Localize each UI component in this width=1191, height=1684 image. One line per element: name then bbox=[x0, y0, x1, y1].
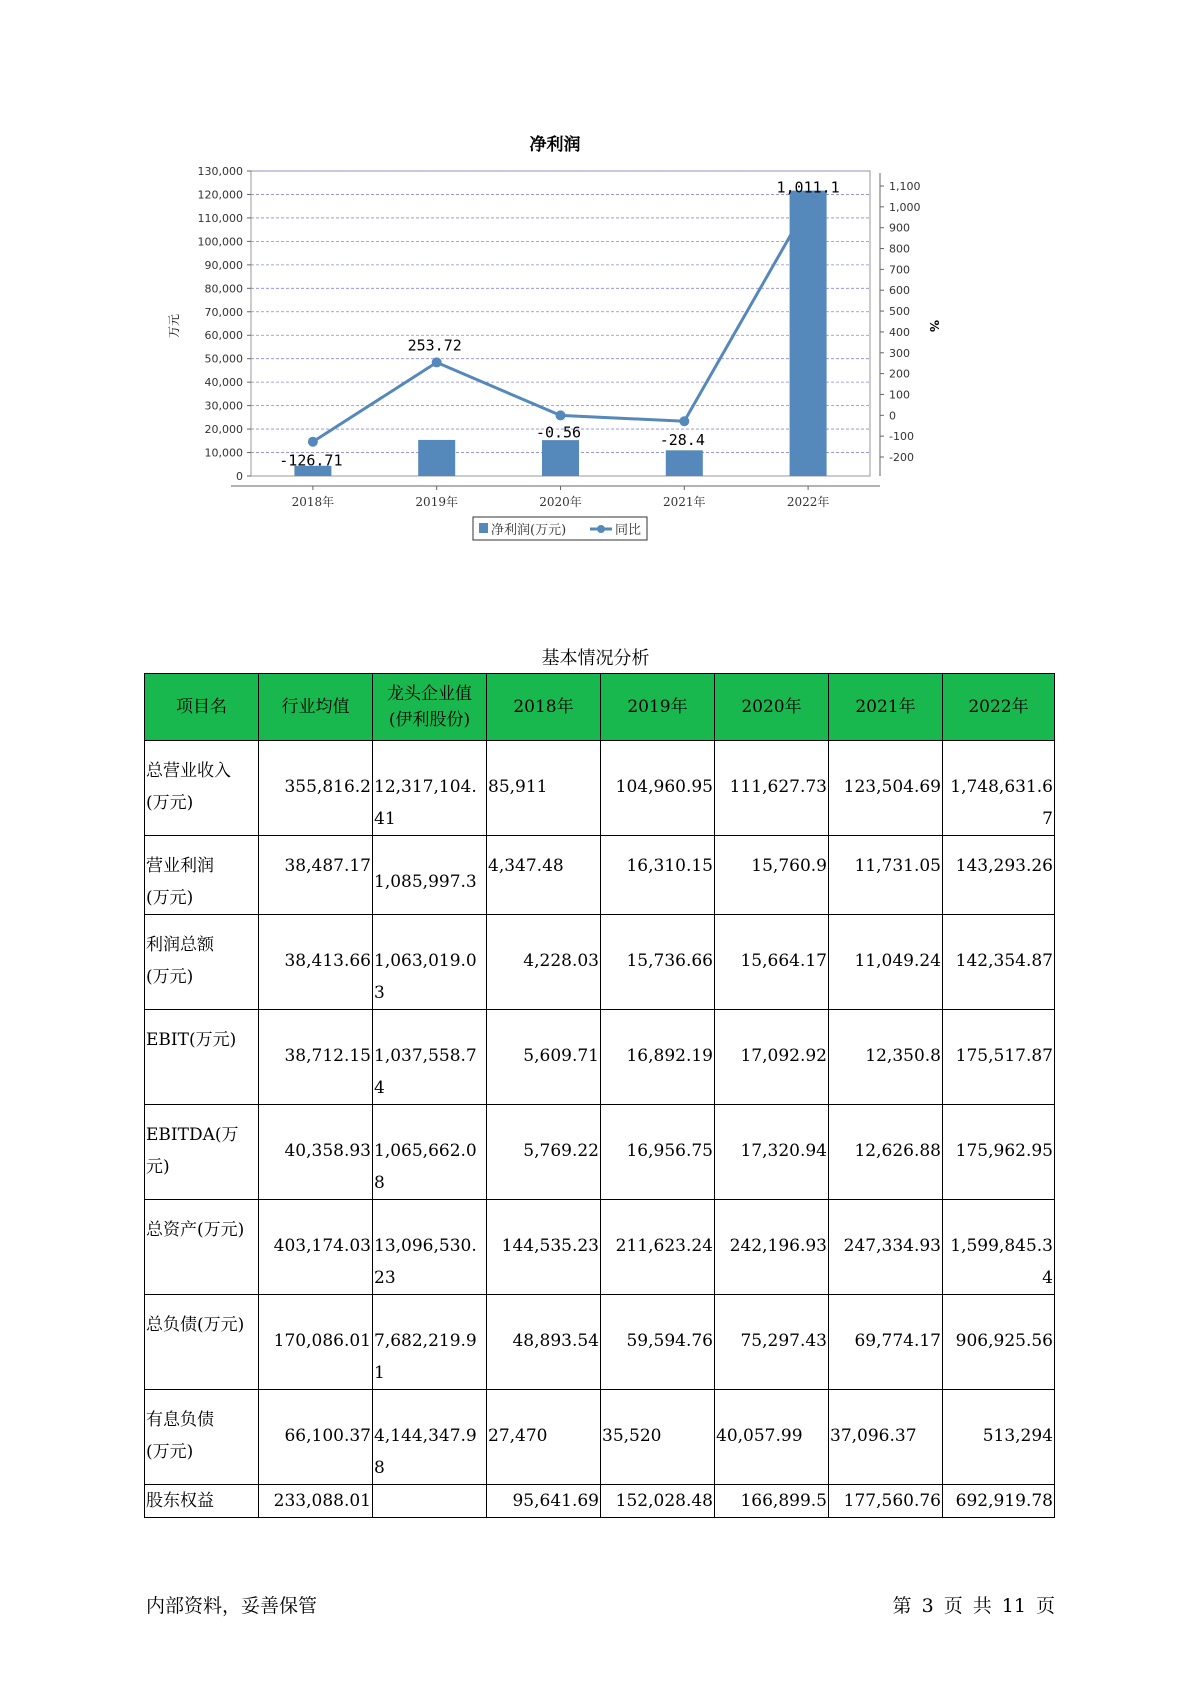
table-cell: 143,293.26 bbox=[943, 836, 1055, 915]
bar-2021年 bbox=[666, 450, 703, 476]
yoy-data-label: -28.4 bbox=[659, 431, 705, 450]
table-cell: 7,682,219.91 bbox=[373, 1295, 487, 1390]
yoy-point-2018年 bbox=[308, 437, 318, 447]
table-cell: 175,962.95 bbox=[943, 1105, 1055, 1200]
legend-label-yoy: 同比 bbox=[615, 523, 642, 538]
table-cell: 403,174.03 bbox=[259, 1200, 373, 1295]
legend-bar-swatch bbox=[479, 523, 488, 533]
table-cell: 59,594.76 bbox=[601, 1295, 715, 1390]
table-cell: 16,956.75 bbox=[601, 1105, 715, 1200]
table-cell: 16,310.15 bbox=[601, 836, 715, 915]
table-cell: 5,609.71 bbox=[487, 1010, 601, 1105]
legend-line-marker bbox=[597, 525, 605, 533]
table-header-cell: 2020年 bbox=[715, 674, 829, 741]
table-cell: 12,317,104.41 bbox=[373, 741, 487, 836]
yoy-point-2019年 bbox=[432, 357, 442, 367]
footer-page-number: 第 3 页 共 11 页 bbox=[892, 1595, 1055, 1617]
table-header-cell: 龙头企业值 (伊利股份) bbox=[373, 674, 487, 741]
table-cell: 37,096.37 bbox=[829, 1390, 943, 1485]
table-header-cell: 2022年 bbox=[943, 674, 1055, 741]
table-cell: 85,911 bbox=[487, 741, 601, 836]
y-tick-label: 10,000 bbox=[204, 446, 243, 460]
bar-2022年 bbox=[790, 191, 827, 476]
table-cell: 104,960.95 bbox=[601, 741, 715, 836]
table-header-row bbox=[145, 674, 1055, 741]
x-tick-label: 2021年 bbox=[663, 495, 706, 509]
row-label: 股东权益 bbox=[145, 1485, 259, 1518]
table-cell bbox=[373, 1485, 487, 1518]
table-row bbox=[145, 1485, 1055, 1518]
y-tick-label: 120,000 bbox=[197, 188, 243, 202]
y-tick-label: 20,000 bbox=[204, 423, 243, 437]
table-cell: 1,063,019.03 bbox=[373, 915, 487, 1010]
table-row bbox=[145, 741, 1055, 836]
table-cell: 1,065,662.08 bbox=[373, 1105, 487, 1200]
y2-tick-label: 500 bbox=[889, 305, 910, 319]
table-row bbox=[145, 1295, 1055, 1390]
y-tick-label: 90,000 bbox=[204, 258, 243, 272]
table-header-cell: 2019年 bbox=[601, 674, 715, 741]
net-profit-chart bbox=[150, 130, 1050, 600]
table-cell: 4,144,347.98 bbox=[373, 1390, 487, 1485]
table-cell: 15,736.66 bbox=[601, 915, 715, 1010]
table-cell: 11,049.24 bbox=[829, 915, 943, 1010]
table-cell: 16,892.19 bbox=[601, 1010, 715, 1105]
table-cell: 142,354.87 bbox=[943, 915, 1055, 1010]
table-cell: 15,664.17 bbox=[715, 915, 829, 1010]
y2-tick-label: 100 bbox=[889, 388, 910, 402]
table-cell: 4,228.03 bbox=[487, 915, 601, 1010]
table-cell: 242,196.93 bbox=[715, 1200, 829, 1295]
y2-axis-label: % bbox=[927, 319, 941, 333]
y2-tick-label: 900 bbox=[889, 221, 910, 235]
table-header-cell: 2021年 bbox=[829, 674, 943, 741]
y-tick-label: 60,000 bbox=[204, 329, 243, 343]
x-tick-label: 2020年 bbox=[539, 495, 582, 509]
basic-analysis-table bbox=[144, 673, 1055, 1518]
table-row bbox=[145, 915, 1055, 1010]
y-tick-label: 40,000 bbox=[204, 376, 243, 390]
yoy-point-2020年 bbox=[556, 410, 566, 420]
y2-tick-label: 200 bbox=[889, 367, 910, 381]
y-tick-label: 110,000 bbox=[197, 211, 243, 225]
y2-tick-label: 1,000 bbox=[889, 200, 921, 214]
y-tick-label: 50,000 bbox=[204, 352, 243, 366]
yoy-data-label: -126.71 bbox=[279, 451, 343, 470]
table-cell: 12,350.8 bbox=[829, 1010, 943, 1105]
y2-tick-label: 0 bbox=[889, 409, 896, 423]
table-cell: 38,413.66 bbox=[259, 915, 373, 1010]
table-cell: 40,057.99 bbox=[715, 1390, 829, 1485]
row-label: 总负债(万元) bbox=[145, 1295, 259, 1390]
y2-tick-label: -100 bbox=[889, 430, 914, 444]
row-label: EBIT(万元) bbox=[145, 1010, 259, 1105]
table-cell: 692,919.78 bbox=[943, 1485, 1055, 1518]
table-cell: 40,358.93 bbox=[259, 1105, 373, 1200]
table-cell: 152,028.48 bbox=[601, 1485, 715, 1518]
row-label: 营业利润 (万元) bbox=[145, 836, 259, 915]
table-body bbox=[145, 741, 1055, 1518]
y2-tick-label: 600 bbox=[889, 284, 910, 298]
table-cell: 17,092.92 bbox=[715, 1010, 829, 1105]
table-cell: 906,925.56 bbox=[943, 1295, 1055, 1390]
bar-2020年 bbox=[542, 440, 579, 476]
y2-tick-label: 1,100 bbox=[889, 180, 921, 193]
table-cell: 5,769.22 bbox=[487, 1105, 601, 1200]
table-cell: 66,100.37 bbox=[259, 1390, 373, 1485]
table-caption: 基本情况分析 bbox=[541, 648, 650, 669]
table-cell: 177,560.76 bbox=[829, 1485, 943, 1518]
table-cell: 111,627.73 bbox=[715, 741, 829, 836]
x-tick-label: 2022年 bbox=[786, 495, 830, 509]
table-header-cell: 行业均值 bbox=[259, 674, 373, 741]
y-tick-label: 30,000 bbox=[204, 399, 243, 413]
table-cell: 355,816.2 bbox=[259, 741, 373, 836]
table-cell: 11,731.05 bbox=[829, 836, 943, 915]
yoy-point-2022年 bbox=[803, 200, 813, 210]
yoy-data-label: -0.56 bbox=[535, 423, 582, 442]
y-tick-label: 0 bbox=[236, 470, 243, 483]
table-cell: 211,623.24 bbox=[601, 1200, 715, 1295]
y2-tick-label: 300 bbox=[889, 346, 910, 360]
table-cell: 1,599,845.34 bbox=[943, 1200, 1055, 1295]
row-label: 有息负债 (万元) bbox=[145, 1390, 259, 1485]
table-cell: 233,088.01 bbox=[259, 1485, 373, 1518]
table-cell: 15,760.9 bbox=[715, 836, 829, 915]
y-tick-label: 80,000 bbox=[204, 282, 243, 296]
row-label: 利润总额 (万元) bbox=[145, 915, 259, 1010]
table-row bbox=[145, 836, 1055, 915]
table-cell: 144,535.23 bbox=[487, 1200, 601, 1295]
table-cell: 166,899.5 bbox=[715, 1485, 829, 1518]
row-label: 总营业收入 (万元) bbox=[145, 741, 259, 836]
y-tick-label: 70,000 bbox=[204, 305, 243, 319]
yoy-data-label: 1,011.1 bbox=[776, 178, 840, 197]
table-cell: 17,320.94 bbox=[715, 1105, 829, 1200]
table-cell: 12,626.88 bbox=[829, 1105, 943, 1200]
table-cell: 38,712.15 bbox=[259, 1010, 373, 1105]
table-cell: 1,037,558.74 bbox=[373, 1010, 487, 1105]
table-cell: 95,641.69 bbox=[487, 1485, 601, 1518]
yoy-data-label: 253.72 bbox=[407, 336, 462, 355]
table-cell: 247,334.93 bbox=[829, 1200, 943, 1295]
y2-tick-label: 400 bbox=[889, 325, 910, 339]
legend-label-net-profit: 净利润(万元) bbox=[491, 523, 567, 538]
table-cell: 1,085,997.3 bbox=[373, 836, 487, 915]
table-header-cell: 项目名 bbox=[145, 674, 259, 741]
table-row bbox=[145, 1390, 1055, 1485]
row-label: EBITDA(万元) bbox=[145, 1105, 259, 1200]
y2-tick-label: -200 bbox=[889, 451, 914, 464]
bar-2019年 bbox=[418, 440, 455, 476]
table-cell: 4,347.48 bbox=[487, 836, 601, 915]
table-cell: 75,297.43 bbox=[715, 1295, 829, 1390]
table-header-cell: 2018年 bbox=[487, 674, 601, 741]
x-tick-label: 2018年 bbox=[291, 495, 335, 509]
table-cell: 513,294 bbox=[943, 1390, 1055, 1485]
x-tick-label: 2019年 bbox=[415, 495, 458, 509]
y-axis-label: 万元 bbox=[167, 313, 181, 339]
table-cell: 13,096,530.23 bbox=[373, 1200, 487, 1295]
footer-confidential-note: 内部资料，妥善保管 bbox=[146, 1595, 318, 1617]
table-cell: 1,748,631.67 bbox=[943, 741, 1055, 836]
table-cell: 27,470 bbox=[487, 1390, 601, 1485]
y-tick-label: 130,000 bbox=[197, 165, 243, 178]
table-cell: 48,893.54 bbox=[487, 1295, 601, 1390]
chart-title: 净利润 bbox=[529, 135, 581, 155]
table-cell: 175,517.87 bbox=[943, 1010, 1055, 1105]
y-tick-label: 100,000 bbox=[197, 235, 243, 249]
table-row bbox=[145, 1200, 1055, 1295]
table-row bbox=[145, 1105, 1055, 1200]
table-cell: 170,086.01 bbox=[259, 1295, 373, 1390]
table-cell: 38,487.17 bbox=[259, 836, 373, 915]
yoy-point-2021年 bbox=[679, 416, 689, 426]
y2-tick-label: 700 bbox=[889, 263, 910, 277]
table-row bbox=[145, 1010, 1055, 1105]
y2-tick-label: 800 bbox=[889, 242, 910, 256]
row-label: 总资产(万元) bbox=[145, 1200, 259, 1295]
table-cell: 69,774.17 bbox=[829, 1295, 943, 1390]
table-cell: 35,520 bbox=[601, 1390, 715, 1485]
table-cell: 123,504.69 bbox=[829, 741, 943, 836]
